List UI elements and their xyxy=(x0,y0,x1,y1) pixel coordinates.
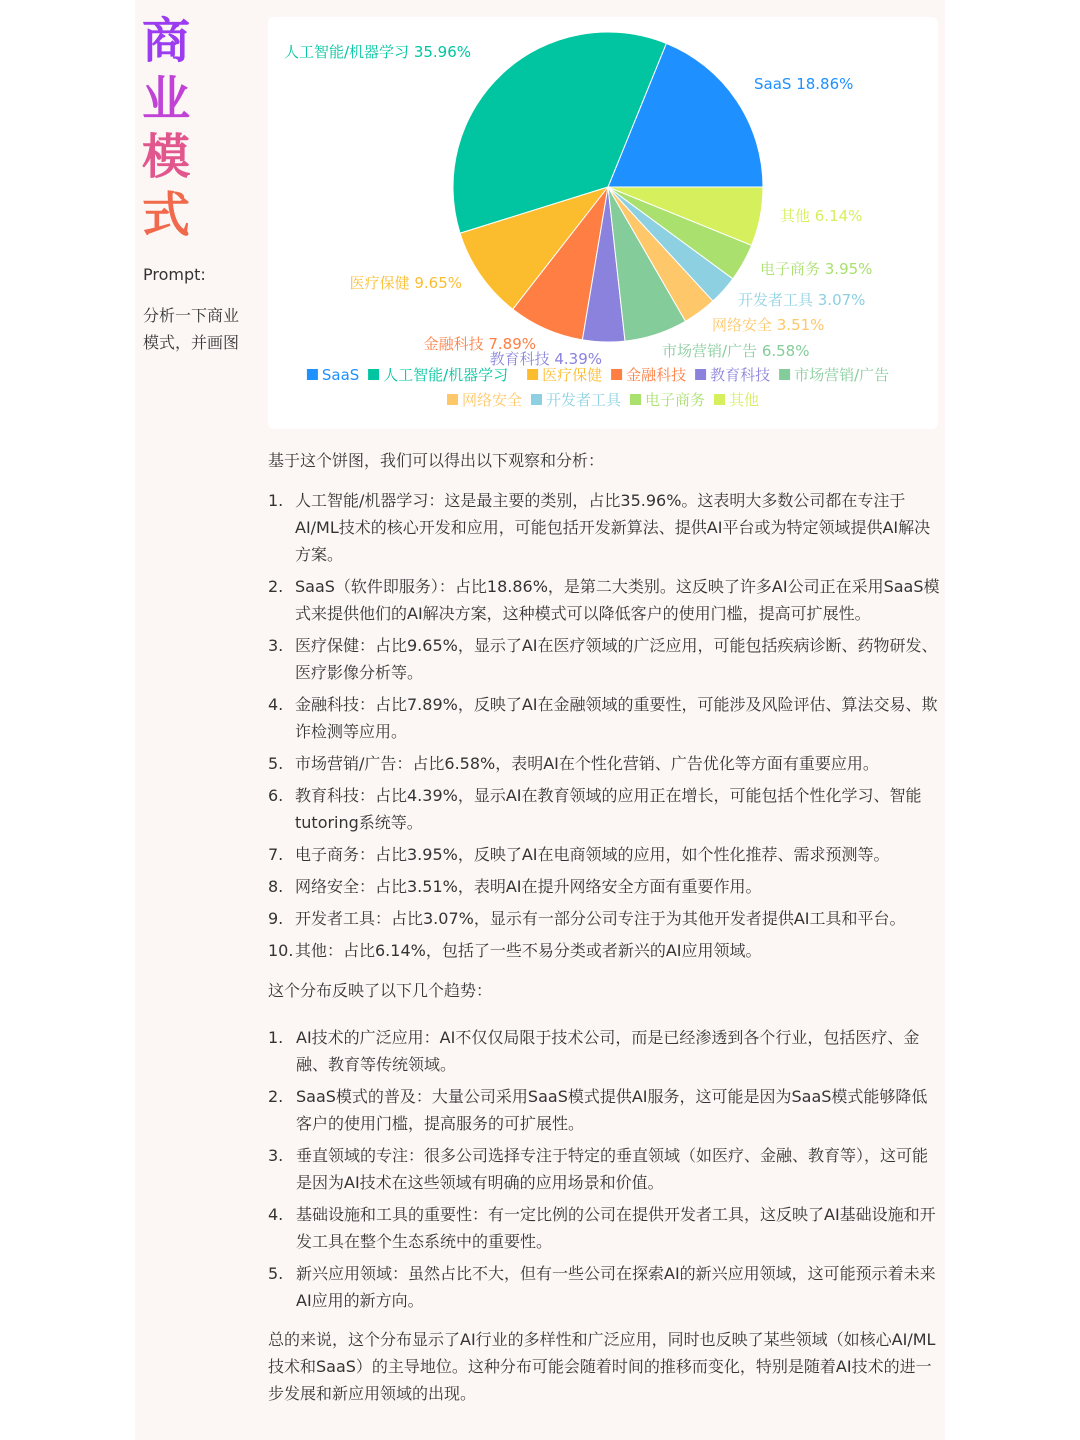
pie-chart-card xyxy=(268,17,938,429)
list-item: 7. 电子商务：占比3.95%，反映了AI在电商领域的应用，如个性化推荐、需求预测等。 xyxy=(268,845,890,864)
slice-label: 网络安全 3.51% xyxy=(712,316,825,334)
legend-swatch xyxy=(368,369,379,380)
trend-list xyxy=(268,1024,940,1314)
legend-swatch xyxy=(531,394,542,405)
slice-label: 教育科技 4.39% xyxy=(489,350,602,368)
slice-label: 金融科技 7.89% xyxy=(423,335,536,353)
slice-label: SaaS 18.86% xyxy=(754,75,854,93)
slice-label: 电子商务 3.95% xyxy=(760,260,873,278)
legend-swatch xyxy=(611,369,622,380)
title-char: 业 xyxy=(141,71,190,127)
legend-label: 开发者工具 xyxy=(546,391,622,409)
legend-swatch xyxy=(714,394,725,405)
list-item: 4. 基础设施和工具的重要性：有一定比例的公司在提供开发者工具，这反映了AI基础设施和开发工具在整个生态系统中的重要性。 xyxy=(268,1205,936,1251)
slice-label: 人工智能/机器学习 35.96% xyxy=(284,43,472,61)
prompt-label: Prompt: xyxy=(143,265,206,284)
legend-label: 教育科技 xyxy=(710,366,771,384)
legend-label: 网络安全 xyxy=(462,391,523,409)
prompt-text: 分析一下商业模式，并画图 xyxy=(143,306,240,352)
conclusion: 总的来说，这个分布显示了AI行业的多样性和广泛应用，同时也反映了某些领域（如核心AI/ML技术和SaaS）的主导地位。这种分布可能会随着时间的推移而变化，特别是随着AI技术的进一步发展和新应用领域的出现。 xyxy=(268,1330,936,1403)
pie-chart xyxy=(268,17,938,429)
pie-legend xyxy=(307,366,889,409)
analysis-content xyxy=(268,447,940,1407)
trends-intro: 这个分布反映了以下几个趋势： xyxy=(268,981,493,1000)
legend-label: 医疗保健 xyxy=(542,366,603,384)
legend-swatch xyxy=(447,394,458,405)
list-item: 9. 开发者工具：占比3.07%，显示有一部分公司专注于为其他开发者提供AI工具和平台。 xyxy=(268,909,906,928)
list-item: 8. 网络安全：占比3.51%，表明AI在提升网络安全方面有重要作用。 xyxy=(268,877,762,896)
analysis-intro: 基于这个饼图，我们可以得出以下观察和分析： xyxy=(268,451,605,470)
pie-slices xyxy=(453,32,763,342)
list-item: 3. 垂直领域的专注：很多公司选择专注于特定的垂直领域（如医疗、金融、教育等），这可能是因为AI技术在这些领域有明确的应用场景和价值。 xyxy=(268,1146,929,1192)
legend-label: SaaS xyxy=(321,366,360,384)
page-title xyxy=(135,12,197,244)
observation-list xyxy=(268,487,940,964)
legend-swatch xyxy=(527,369,538,380)
legend-swatch xyxy=(307,369,318,380)
list-item: 10. 其他：占比6.14%，包括了一些不易分类或者新兴的AI应用领域。 xyxy=(268,941,762,960)
legend-label: 其他 xyxy=(729,391,760,409)
list-item: 4. 金融科技：占比7.89%，反映了AI在金融领域的重要性，可能涉及风险评估、算法交易、欺诈检测等应用。 xyxy=(268,695,938,741)
legend-label: 电子商务 xyxy=(645,391,706,409)
legend-swatch xyxy=(630,394,641,405)
list-item: 2. SaaS模式的普及：大量公司采用SaaS模式提供AI服务，这可能是因为SaaS模式能够降低客户的使用门槛，提高服务的可扩展性。 xyxy=(268,1087,928,1133)
legend-label: 金融科技 xyxy=(626,366,687,384)
legend-label: 市场营销/广告 xyxy=(794,366,890,384)
legend-swatch xyxy=(779,369,790,380)
title-char: 模 xyxy=(141,129,190,185)
slice-label: 其他 6.14% xyxy=(780,207,863,225)
list-item: 2. SaaS（软件即服务）：占比18.86%，是第二大类别。这反映了许多AI公司正在采用SaaS模式来提供他们的AI解决方案，这种模式可以降低客户的使用门槛，提高可扩展性。 xyxy=(268,577,940,623)
slice-label: 市场营销/广告 6.58% xyxy=(662,342,810,360)
legend-label: 人工智能/机器学习 xyxy=(383,366,509,384)
list-item: 3. 医疗保健：占比9.65%，显示了AI在医疗领域的广泛应用，可能包括疾病诊断、药物研发、医疗影像分析等。 xyxy=(268,636,938,682)
legend-swatch xyxy=(695,369,706,380)
list-item: 6. 教育科技：占比4.39%，显示AI在教育领域的应用正在增长，可能包括个性化学习、智能tutoring系统等。 xyxy=(268,786,922,832)
list-item: 5. 市场营销/广告：占比6.58%，表明AI在个性化营销、广告优化等方面有重要应用。 xyxy=(268,754,879,773)
page xyxy=(135,0,945,1440)
list-item: 5. 新兴应用领域：虽然占比不大，但有一些公司在探索AI的新兴应用领域，这可能预示着未来AI应用的新方向。 xyxy=(268,1264,936,1310)
list-item: 1. AI技术的广泛应用：AI不仅仅局限于技术公司，而是已经渗透到各个行业，包括医疗、金融、教育等传统领域。 xyxy=(268,1028,920,1074)
list-item: 1. 人工智能/机器学习：这是最主要的类别，占比35.96%。这表明大多数公司都在专注于AI/ML技术的核心开发和应用，可能包括开发新算法、提供AI平台或为特定领域提供AI解决方案。 xyxy=(268,491,931,564)
slice-label: 医疗保健 9.65% xyxy=(349,274,462,292)
title-char: 商 xyxy=(141,13,190,69)
slice-label: 开发者工具 3.07% xyxy=(738,291,866,309)
title-char: 式 xyxy=(141,187,190,243)
